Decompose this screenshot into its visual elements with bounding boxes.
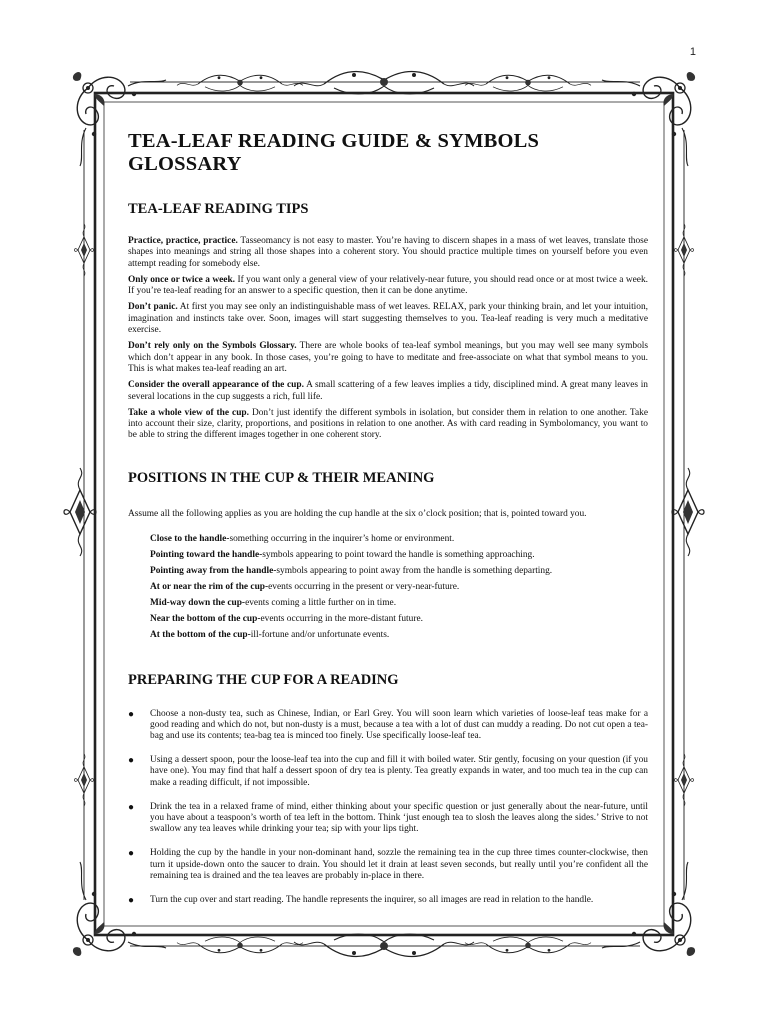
tip-paragraph [128,380,648,403]
tip-lead: Practice, practice, practice. [128,236,238,246]
tips-heading: TEA-LEAF READING TIPS [128,201,309,217]
position-term: Pointing away from the handle- [150,566,277,577]
tips-list [128,236,648,442]
tip-lead: Consider the overall appearance of the cup. [128,380,304,391]
preparing-step [128,848,648,882]
tip-paragraph [128,341,648,375]
preparing-step [128,709,648,743]
tip-lead: Only once or twice a week. [128,274,236,285]
preparing-step-text: Turn the cup over and start reading. The handle represents the inquirer, so all images are read in relation to the handle. [150,895,594,906]
preparing-step-text: Holding the cup by the handle in your non-dominant hand, sozzle the remaining tea in the cup three times counter-clockwise, then turn it upside-down onto the saucer to drain. You should let it drain at least seven seconds, but really until you’re confident all the remaining tea is drained and the tea leaves are probably in-place in there. [150,848,648,881]
bullet-icon: ● [128,708,135,720]
position-item [150,550,648,561]
tip-paragraph [128,236,648,270]
bullet-icon: ● [128,895,135,907]
positions-intro: Assume all the following applies as you are holding the cup handle at the six o’clock position; that is, pointed toward you. [128,508,587,519]
document-body [110,108,658,920]
position-meaning: something occurring in the inquirer’s home or environment. [229,534,455,545]
position-meaning: events occurring in the present or very-near-future. [268,582,460,593]
position-meaning: symbols appearing to point away from the handle is something departing. [276,566,553,577]
position-meaning: symbols appearing to point toward the handle is something approaching. [262,550,535,561]
position-term: Close to the handle- [150,534,230,545]
document-title: TEA-LEAF READING GUIDE & SYMBOLS GLOSSARY [128,130,540,175]
preparing-step [128,755,648,789]
tip-text: Don’t just identify the different symbols in isolation, but consider them in relation to one another. Take into account their size, clarity, proportions, and positions in relation to one another. As with card reading in Symbolomancy, you want to be able to string the different images together in one coherent story. [128,407,648,441]
preparing-step-text: Using a dessert spoon, pour the loose-leaf tea into the cup and fill it with boiled water. Stir gently, focusing on your question (if you have one). You may find that half a dessert spoon of dry tea is plenty. Tea greatly expands in water, and too much tea in the cup can make a reading difficult, if not impossible. [150,755,648,788]
tip-lead: Take a whole view of the cup. [128,407,249,418]
position-meaning: events occurring in the more-distant future. [260,614,423,625]
position-item [150,614,648,625]
bullet-icon: ● [128,801,135,813]
preparing-heading: PREPARING THE CUP FOR A READING [128,671,399,688]
position-item [150,566,648,577]
position-meaning: events coming a little further on in time. [245,598,397,609]
position-term: At the bottom of the cup- [150,630,251,641]
tip-lead: Don’t panic. [128,302,178,313]
position-term: At or near the rim of the cup- [150,582,269,593]
positions-list [150,534,648,641]
preparing-step-text: Drink the tea in a relaxed frame of mind, either thinking about your specific question or just generally about the near-future, until you have about a teaspoon’s worth of tea left in the bottom. Think ‘just enough tea to slosh the leaves along the sides.’ Strive to not swallow any tea leaves while drinking your tea; sip with your lips tight. [150,801,648,835]
preparing-step-text: Choose a non-dusty tea, such as Chinese, Indian, or Earl Grey. You will soon learn which varieties of loose-leaf teas make for a good reading and which do not, but non-dusty is a must, because a tea with a lot of dust can muddy a reading. Do not cut open a tea-bag and use its contents; tea-bag tea is minced too finely. Use specifically loose-leaf tea. [150,708,648,742]
position-term: Pointing toward the handle- [150,550,263,561]
tip-text: If you want only a general view of your relatively-near future, you should read once or at most twice a week. If you’re tea-leaf reading for an answer to a specific question, then it can be done anytime. [128,274,648,297]
tip-paragraph [128,408,648,442]
tip-text: A small scattering of a few leaves implies a tidy, disciplined mind. A great many leaves in several locations in the cup suggests a rich, full life. [128,380,648,402]
bullet-icon: ● [128,755,135,767]
positions-heading: POSITIONS IN THE CUP & THEIR MEANING [128,469,435,486]
preparing-list [128,709,648,907]
tip-paragraph [128,302,648,336]
tip-text: Tasseomancy is not easy to master. You’re having to discern shapes in a mass of wet leaves, translate those shapes into meanings and string all those shapes into a coherent story. You should practice multiple times on yourself before you even attempt reading for somebody else. [128,236,648,269]
preparing-step [128,895,648,906]
tip-text: There are whole books of tea-leaf symbol meanings, but you may well see many symbols which don’t appear in any book. In those cases, you’re going to have to meditate and free-associate on what that symbol means to you. This is what makes tea-leaf reading an art. [128,341,649,374]
position-meaning: ill-fortune and/or unfortunate events. [250,630,390,641]
bullet-icon: ● [128,848,135,860]
position-item [150,598,648,609]
position-term: Near the bottom of the cup- [150,614,261,625]
position-item [150,630,648,641]
tip-lead: Don’t rely only on the Symbols Glossary. [128,341,297,352]
page-number: 1 [689,46,696,58]
tip-paragraph [128,275,648,298]
position-item [150,582,648,593]
preparing-step [128,802,648,836]
tip-text: At first you may see only an indistinguishable mass of wet leaves. RELAX, park your thinking brain, and let your intuition, imagination and instincts take over. Soon, images will start suggesting themselves to you. Tea-leaf reading is very much a meditative exercise. [128,302,649,336]
position-term: Mid-way down the cup- [150,598,246,609]
position-item [150,534,648,545]
